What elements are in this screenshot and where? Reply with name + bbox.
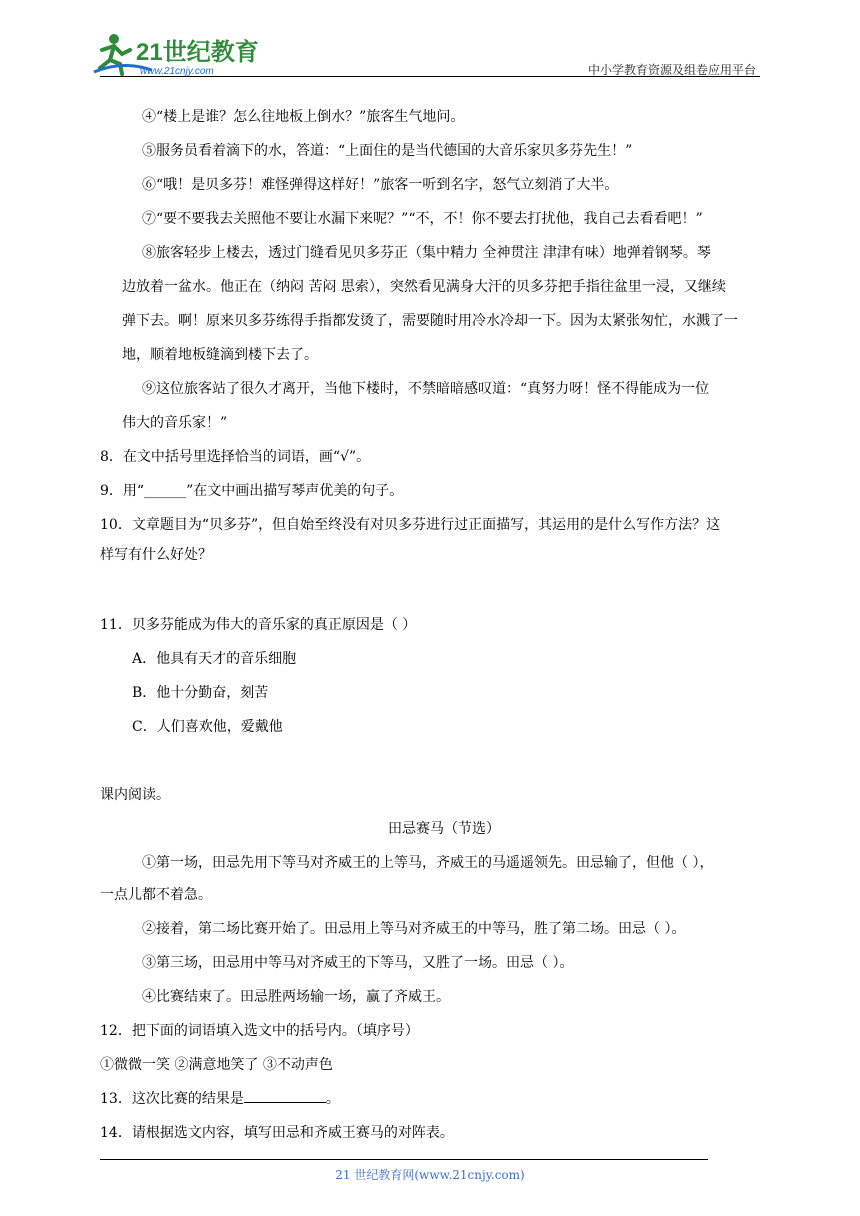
passage-paragraph-7: ⑦“要不要我去关照他不要让水漏下来呢？”“不，不！你不要去打扰他，我自己去看看吧！” (142, 211, 703, 227)
passage-paragraph-8-line-2: 边放着一盆水。他正在（纳闷 苦闷 思索），突然看见满身大汗的贝多芬把手指往盆里一浸，又继续 (122, 279, 726, 295)
section2-paragraph-2: ②接着，第二场比赛开始了。田忌用上等马对齐威王的中等马，胜了第二场。田忌（ ）。 (142, 921, 686, 937)
platform-name: 中小学教育资源及组卷应用平台 (587, 63, 756, 77)
question-14: 14．请根据选文内容，填写田忌和齐威王赛马的对阵表。 (100, 1125, 454, 1141)
passage-paragraph-6: ⑥“哦！是贝多芬！难怪弹得这样好！”旅客一听到名字，怒气立刻消了大半。 (142, 177, 619, 193)
answer-blank[interactable] (244, 1089, 326, 1103)
question-13-end: 。 (325, 1091, 340, 1107)
passage-title: 田忌赛马（节选） (388, 821, 500, 837)
passage-paragraph-8-line-4: 地，顺着地板缝滴到楼下去了。 (122, 347, 318, 363)
page-header (100, 30, 760, 80)
question-12-word-options: ①微微一笑 ②满意地笑了 ③不动声色 (100, 1057, 333, 1073)
svg-text:21世纪教育: 21世纪教育 (136, 39, 259, 66)
svg-text:www.21cnjy.com: www.21cnjy.com (140, 66, 214, 77)
question-10-line-2: 样写有什么好处？ (100, 547, 212, 563)
passage-paragraph-9-line-2: 伟大的音乐家！” (122, 415, 228, 431)
question-13 (100, 1088, 340, 1108)
site-logo (92, 30, 262, 78)
question-11-option-b: B．他十分勤奋，刻苦 (132, 685, 269, 701)
question-11-option-c: C．人们喜欢他，爱戴他 (132, 719, 283, 735)
question-12: 12．把下面的词语填入选文中的括号内。（填序号） (100, 1023, 419, 1039)
question-8: 8．在文中括号里选择恰当的词语，画“√”。 (100, 449, 371, 465)
section-intro: 课内阅读。 (100, 787, 170, 803)
question-9: 9．用“______”在文中画出描写琴声优美的句子。 (100, 483, 404, 499)
question-10-line-1: 10．文章题目为“贝多芬”，但自始至终没有对贝多芬进行过正面描写，其运用的是什么写作方法？这 (100, 517, 721, 533)
passage-paragraph-9-line-1: ⑨这位旅客站了很久才离开，当他下楼时，不禁暗暗感叹道：“真努力呀！怪不得能成为一位 (142, 381, 710, 397)
page-footer: 21 世纪教育网(www.21cnjy.com) (335, 1168, 525, 1182)
passage-paragraph-8-line-1: ⑧旅客轻步上楼去，透过门缝看见贝多芬正（集中精力 全神贯注 津津有味）地弹着钢琴。琴 (142, 245, 711, 261)
question-11-option-a: A．他具有天才的音乐细胞 (132, 651, 297, 667)
section2-paragraph-4: ④比赛结束了。田忌胜两场输一场，赢了齐威王。 (142, 989, 450, 1005)
section2-paragraph-3: ③第三场，田忌用中等马对齐威王的下等马，又胜了一场。田忌（ ）。 (142, 955, 574, 971)
question-13-text: 13．这次比赛的结果是 (100, 1091, 244, 1107)
header-divider (100, 76, 760, 77)
passage-paragraph-4: ④“楼上是谁？怎么往地板上倒水？”旅客生气地问。 (142, 109, 465, 125)
question-11: 11．贝多芬能成为伟大的音乐家的真正原因是（ ） (100, 617, 417, 633)
passage-paragraph-8-line-3: 弹下去。啊！原来贝多芬练得手指都发烫了，需要随时用冷水冷却一下。因为太紧张匆忙，水溅了一 (122, 313, 738, 329)
passage-paragraph-5: ⑤服务员看着滴下的水，答道：“上面住的是当代德国的大音乐家贝多芬先生！” (142, 143, 633, 159)
footer-divider (100, 1159, 708, 1160)
section2-paragraph-1-line-2: 一点儿都不着急。 (100, 887, 212, 903)
section2-paragraph-1-line-1: ①第一场，田忌先用下等马对齐威王的上等马，齐威王的马遥遥领先。田忌输了，但他（ ）， (142, 855, 714, 871)
